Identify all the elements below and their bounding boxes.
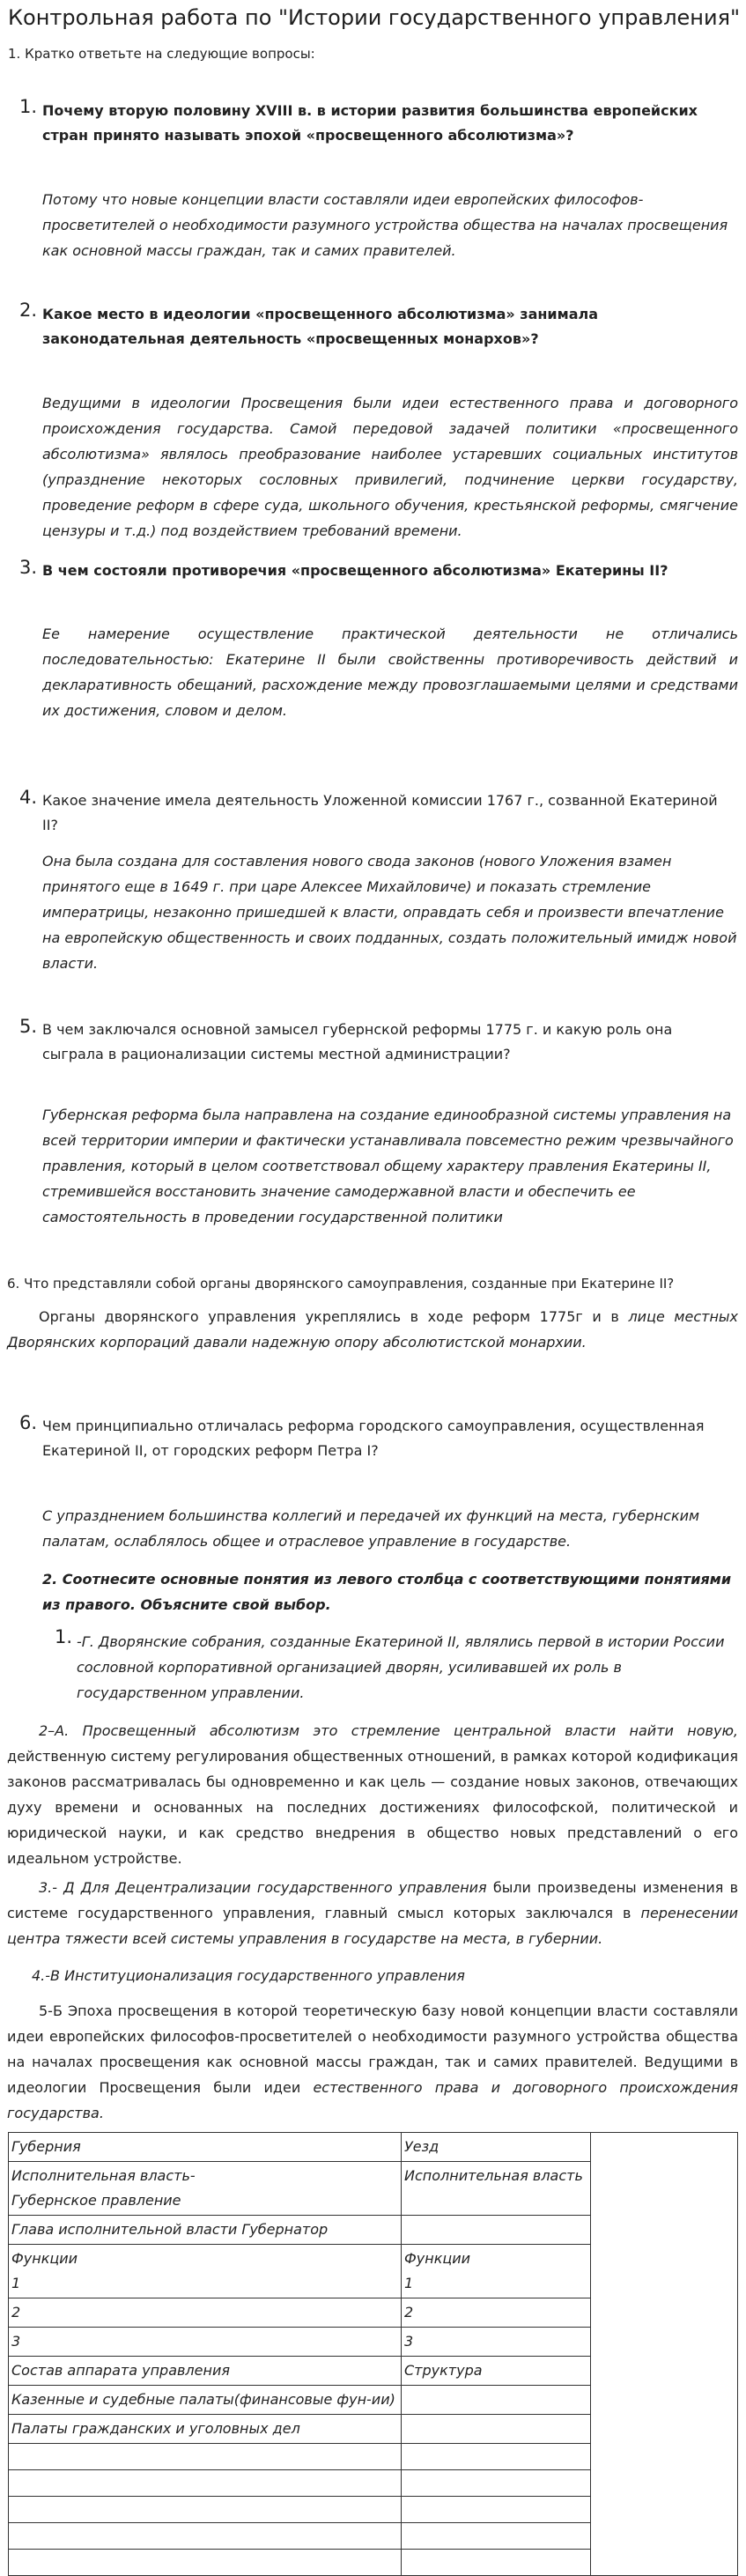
table-row [9, 2162, 738, 2216]
table-row [9, 2386, 738, 2415]
q6a-answer-italic: лице местных Дворянских корпораций давали надежную опору абсолютистской монархии. [7, 1308, 739, 1351]
table-row [9, 2133, 738, 2162]
q6a-answer [7, 1304, 738, 1355]
q6b-answer: С упразднением большинства коллегий и передачей их функций на места, губернским палатам, ослаблялось общее и отраслевое управление в государстве. [42, 1507, 700, 1550]
table-cell-uezd [402, 2550, 591, 2576]
table-cell-empty [591, 2550, 738, 2576]
table-cell-uezd [402, 2470, 591, 2497]
table-cell-empty [591, 2415, 738, 2444]
task2-item5 [7, 1998, 738, 2126]
table-cell-empty [591, 2470, 738, 2497]
table-cell-empty [591, 2216, 738, 2245]
table-cell-guberniya: 2 [9, 2298, 402, 2328]
q2-question: Какое место в идеологии «просвещенного абсолютизма» занимала законодательная деятельность «просвещенных монархов»? [42, 306, 599, 347]
table-cell-guberniya: Казенные и судебные палаты(финансовые фун-ии) [9, 2386, 402, 2415]
table-row [9, 2245, 738, 2298]
q1-question: Почему вторую половину XVIII в. в истории развития большинства европейских стран принято называть эпохой «просвещенного абсолютизма»? [42, 102, 698, 144]
q2-answer: Ведущими в идеологии Просвещения были идеи естественного права и договорного происхождения государства. Самой передовой задачей политики «просвещенного абсолютизма» являлось преобразование наиболее устаревших социальных институтов (упразднение некоторых сословных привилегий, подчинение церкви государству, проведение реформ в сфере суда, школьного обучения, крестьянской реформы, смягчение цензуры и т.д.) под воздействием требований времени. [42, 395, 738, 539]
task2-item1: -Г. Дворянские собрания, созданные Екатериной II, являлись первой в истории России сословной корпоративной организацией дворян, усиливавшей их роль в государственном управлении. [77, 1633, 725, 1701]
table-cell-uezd [402, 2415, 591, 2444]
q6a-answer-plain: Органы дворянского управления укреплялись в ходе реформ 1775г и в [39, 1308, 629, 1325]
table-cell-empty [591, 2328, 738, 2357]
table-cell-guberniya: Функции 1 [9, 2245, 402, 2298]
table-cell-uezd: Функции 1 [402, 2245, 591, 2298]
table-cell-empty [591, 2162, 738, 2216]
table-cell-uezd [402, 2444, 591, 2470]
table-cell-guberniya [9, 2523, 402, 2550]
table-cell-uezd: 3 [402, 2328, 591, 2357]
task2-item3 [7, 1875, 738, 1951]
q6b-number: 6. [19, 1412, 38, 1433]
table-cell-uezd: Исполнительная власть [402, 2162, 591, 2216]
table-row [9, 2523, 738, 2550]
q1-answer: Потому что новые концепции власти составляли идеи европейских философов-просветителей о необходимости разумного устройства общества на началах просвещения как основной массы граждан, так и самих правителей. [42, 191, 728, 259]
table-cell-uezd: Уезд [402, 2133, 591, 2162]
table-cell-empty [591, 2298, 738, 2328]
table-row [9, 2550, 738, 2576]
q5-answer: Губернская реформа была направлена на создание единообразной системы управления на всей территории империи и фактически устанавливала повсеместно режим чрезвычайного правления, который в целом соответствовал общему характеру правления Екатерины II, стремившейся восстановить значение самодержавной власти и обеспечить ее самостоятельность в проведении государственной политики [42, 1107, 734, 1225]
table-cell-uezd [402, 2386, 591, 2415]
table-cell-empty [591, 2444, 738, 2470]
table-row [9, 2328, 738, 2357]
task2-item3-italic-lead: 3.- Д Для Децентрализации государственного управления [39, 1879, 493, 1896]
q3-answer: Ее намерение осуществление практической деятельности не отличались последовательностью: Екатерине II были свойственны противоречивость действий и декларативность обещаний, расхождение между провозглашаемыми целями и средствами их достижения, словом и делом. [42, 625, 738, 719]
task2-item2 [7, 1718, 738, 1871]
task2-item3-italic-tail: перенесении центра тяжести всей системы управления в государстве на места, в губернии. [7, 1905, 738, 1947]
task2-item2-italic: 2–А. Просвещенный абсолютизм это стремление центральной власти найти новую, [39, 1722, 738, 1739]
q4-question: Какое значение имела деятельность Уложенной комиссии 1767 г., созванной Екатериной II? [42, 792, 718, 833]
task2-item3-plain: были произведены изменения в системе государственного управления, главный смысл которых заключался в [7, 1879, 738, 1921]
task2-item5-plain: 5-Б Эпоха просвещения в которой теоретическую базу новой концепции власти составляли идеи европейских философов-просветителей о необходимости разумного устройства общества на началах просвещения как основной массы граждан, так и самих правителей. Ведущими в идеологии Просвещения были идеи [7, 2002, 738, 2096]
table-cell-empty [591, 2133, 738, 2162]
q3-question: В чем состояли противоречия «просвещенного абсолютизма» Екатерины II? [42, 562, 668, 579]
table-cell-guberniya: 3 [9, 2328, 402, 2357]
table-row [9, 2216, 738, 2245]
q6a-question: 6. Что представляли собой органы дворянского самоуправления, созданные при Екатерине II? [7, 1276, 675, 1292]
task2-item1-number: 1. [55, 1626, 73, 1647]
table-row [9, 2444, 738, 2470]
table-cell-guberniya: Состав аппарата управления [9, 2357, 402, 2386]
q6b-question: Чем принципиально отличалась реформа городского самоуправления, осуществленная Екатериной II, от городских реформ Петра I? [42, 1418, 705, 1459]
table-cell-empty [591, 2523, 738, 2550]
task2-item5-italic: естественного права и договорного происхождения государства. [7, 2079, 738, 2121]
table-cell-guberniya: Исполнительная власть- Губернское правление [9, 2162, 402, 2216]
table-cell-guberniya: Палаты гражданских и уголовных дел [9, 2415, 402, 2444]
q2-number: 2. [19, 300, 38, 321]
table-cell-uezd [402, 2216, 591, 2245]
table-cell-guberniya [9, 2444, 402, 2470]
q3-number: 3. [19, 557, 38, 578]
q4-answer: Она была создана для составления нового свода законов (нового Уложения взамен принятого еще в 1649 г. при царе Алексее Михайловиче) и показать стремление императрицы, незаконно пришедшей к власти, оправдать себя и произвести впечатление на европейскую общественность и своих подданных, создать положительный имидж новой власти. [42, 853, 737, 972]
table-cell-guberniya: Глава исполнительной власти Губернатор [9, 2216, 402, 2245]
task2-item4: 4.-В Институционализация государственного управления [32, 1967, 465, 1984]
table-cell-empty [591, 2386, 738, 2415]
table-row [9, 2298, 738, 2328]
table-cell-guberniya [9, 2470, 402, 2497]
table-body [9, 2133, 738, 2576]
table-cell-uezd: Структура [402, 2357, 591, 2386]
q5-question: В чем заключался основной замысел губернской реформы 1775 г. и какую роль она сыграла в рационализации системы местной администрации? [42, 1021, 673, 1062]
table-cell-empty [591, 2357, 738, 2386]
table-cell-empty [591, 2245, 738, 2298]
table-row [9, 2497, 738, 2523]
q4-number: 4. [19, 787, 38, 808]
intro-instruction: 1. Кратко ответьте на следующие вопросы: [8, 46, 315, 62]
table-cell-empty [591, 2497, 738, 2523]
table-cell-guberniya: Губерния [9, 2133, 402, 2162]
table-cell-uezd [402, 2523, 591, 2550]
q5-number: 5. [19, 1016, 38, 1037]
table-row [9, 2470, 738, 2497]
task2-item2-plain: действенную систему регулирования общественных отношений, в рамках которой кодификация законов рассматривалась бы одновременно и как цель — создание новых законов, отвечающих духу времени и основанных на последних достижениях философской, политической и юридической науки, и как средство внедрения в общество новых представлений о его идеальном устройстве. [7, 1748, 738, 1867]
table-row [9, 2357, 738, 2386]
q1-number: 1. [19, 96, 38, 117]
document-title: Контрольная работа по "Истории государственного управления" [8, 5, 741, 30]
table-row [9, 2415, 738, 2444]
table-cell-guberniya [9, 2497, 402, 2523]
table-cell-guberniya [9, 2550, 402, 2576]
administration-table [8, 2132, 738, 2576]
table-cell-uezd [402, 2497, 591, 2523]
task2-heading: 2. Соотнесите основные понятия из левого столбца с соответствующими понятиями из правого. Объясните свой выбор. [42, 1571, 732, 1613]
table-cell-uezd: 2 [402, 2298, 591, 2328]
